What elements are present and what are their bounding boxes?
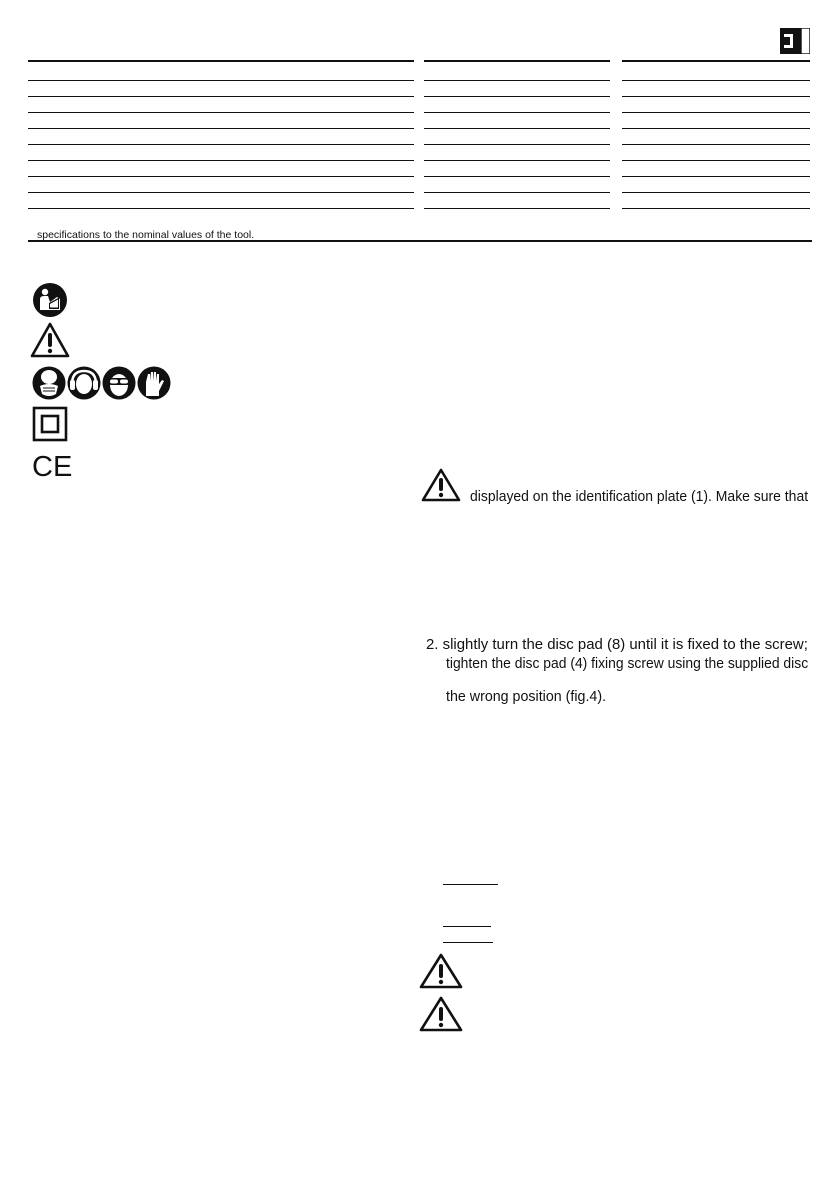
ce-mark-icon xyxy=(32,450,72,480)
ce-mark-label: CE xyxy=(32,451,72,480)
voltage-note: displayed on the identification plate (1). Make sure that xyxy=(470,489,809,505)
language-tab-icon xyxy=(780,28,810,54)
spec-footnote: specifications to the nominal values of the tool. xyxy=(37,229,255,241)
heading-underline xyxy=(443,942,493,943)
ear-protection-icon xyxy=(68,367,101,400)
spec-table xyxy=(28,60,812,210)
dust-mask-icon xyxy=(33,367,66,400)
section-divider xyxy=(28,240,812,242)
heading-underline xyxy=(443,926,491,927)
warning-icon xyxy=(421,468,461,507)
step-2-line-1: 2. slightly turn the disc pad (8) until it is fixed to the screw; xyxy=(426,637,808,653)
warning-icon xyxy=(419,996,463,1037)
ppe-icons xyxy=(32,366,172,400)
step-2-line-3: the wrong position (fig.4). xyxy=(446,689,607,705)
double-insulation-icon xyxy=(32,406,68,442)
warning-icon xyxy=(30,322,70,358)
step-2-line-2: tighten the disc pad (4) fixing screw using the supplied disc xyxy=(446,656,809,672)
safety-goggles-icon xyxy=(103,367,136,400)
heading-underline xyxy=(443,884,498,885)
gloves-icon xyxy=(138,367,171,400)
read-manual-icon xyxy=(32,282,68,318)
warning-icon xyxy=(419,953,463,994)
